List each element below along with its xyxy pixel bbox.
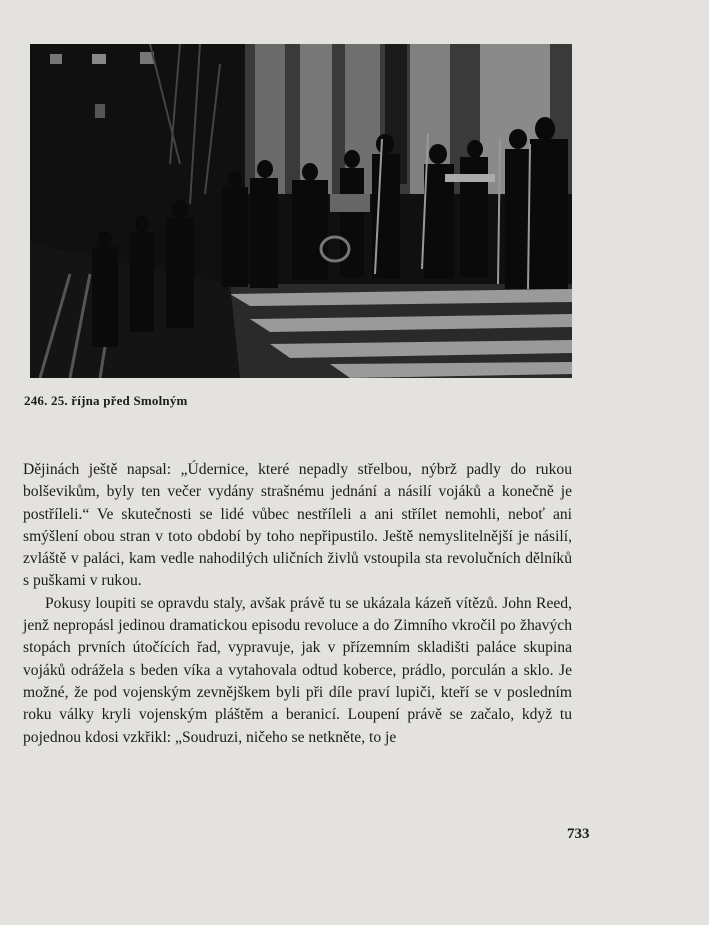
paragraph-2: Pokusy loupiti se opravdu staly, avšak právě tu se ukázala kázeň vítězů. John Reed, jenž nepropásl jedinou dramatickou episodu revoluce a do Zimního vkročil po žhavých stopách prvních útočících řad, vypravuje, jak v přízemním skladišti paláce skupina vojáků odrážela s beden víka a vytahovala odtud koberce, prádlo, porculán a sklo. Je možné, že pod vojenským zevnějškem byli při díle praví lupiči, kteří se v posledním roku války kryli vojenským pláštěm a beranicí. Loupení právě se začalo, když tu pojednou kdosi vzkřikl: „Soudruzi, ničeho se netkněte, to je: [23, 594, 572, 746]
photo-caption: 246. 25. října před Smolným: [24, 393, 188, 408]
paragraph-1: Dějinách ještě napsal: „Údernice, které nepadly střelbou, nýbrž padly do rukou bolševikům, byly ten večer vydány strašnému jednání a násilí vojáků a konečně je postříleli.“ Ve skutečnosti se lidé vůbec nestříleli a ani střílet nemohli, neboť ani smýšlení obou stran v toto období by toho nepřipustilo. Ještě nemyslitelnější je násilí, zvláště v paláci, kam vedle nahodilých uličních živlů vstoupila sta revolučních dělníků s puškami v rukou.: [23, 461, 572, 590]
photograph-soldiers-icon: [30, 44, 572, 378]
photograph: [30, 44, 572, 378]
body-text: [23, 459, 572, 749]
page-number: 733: [567, 826, 590, 842]
